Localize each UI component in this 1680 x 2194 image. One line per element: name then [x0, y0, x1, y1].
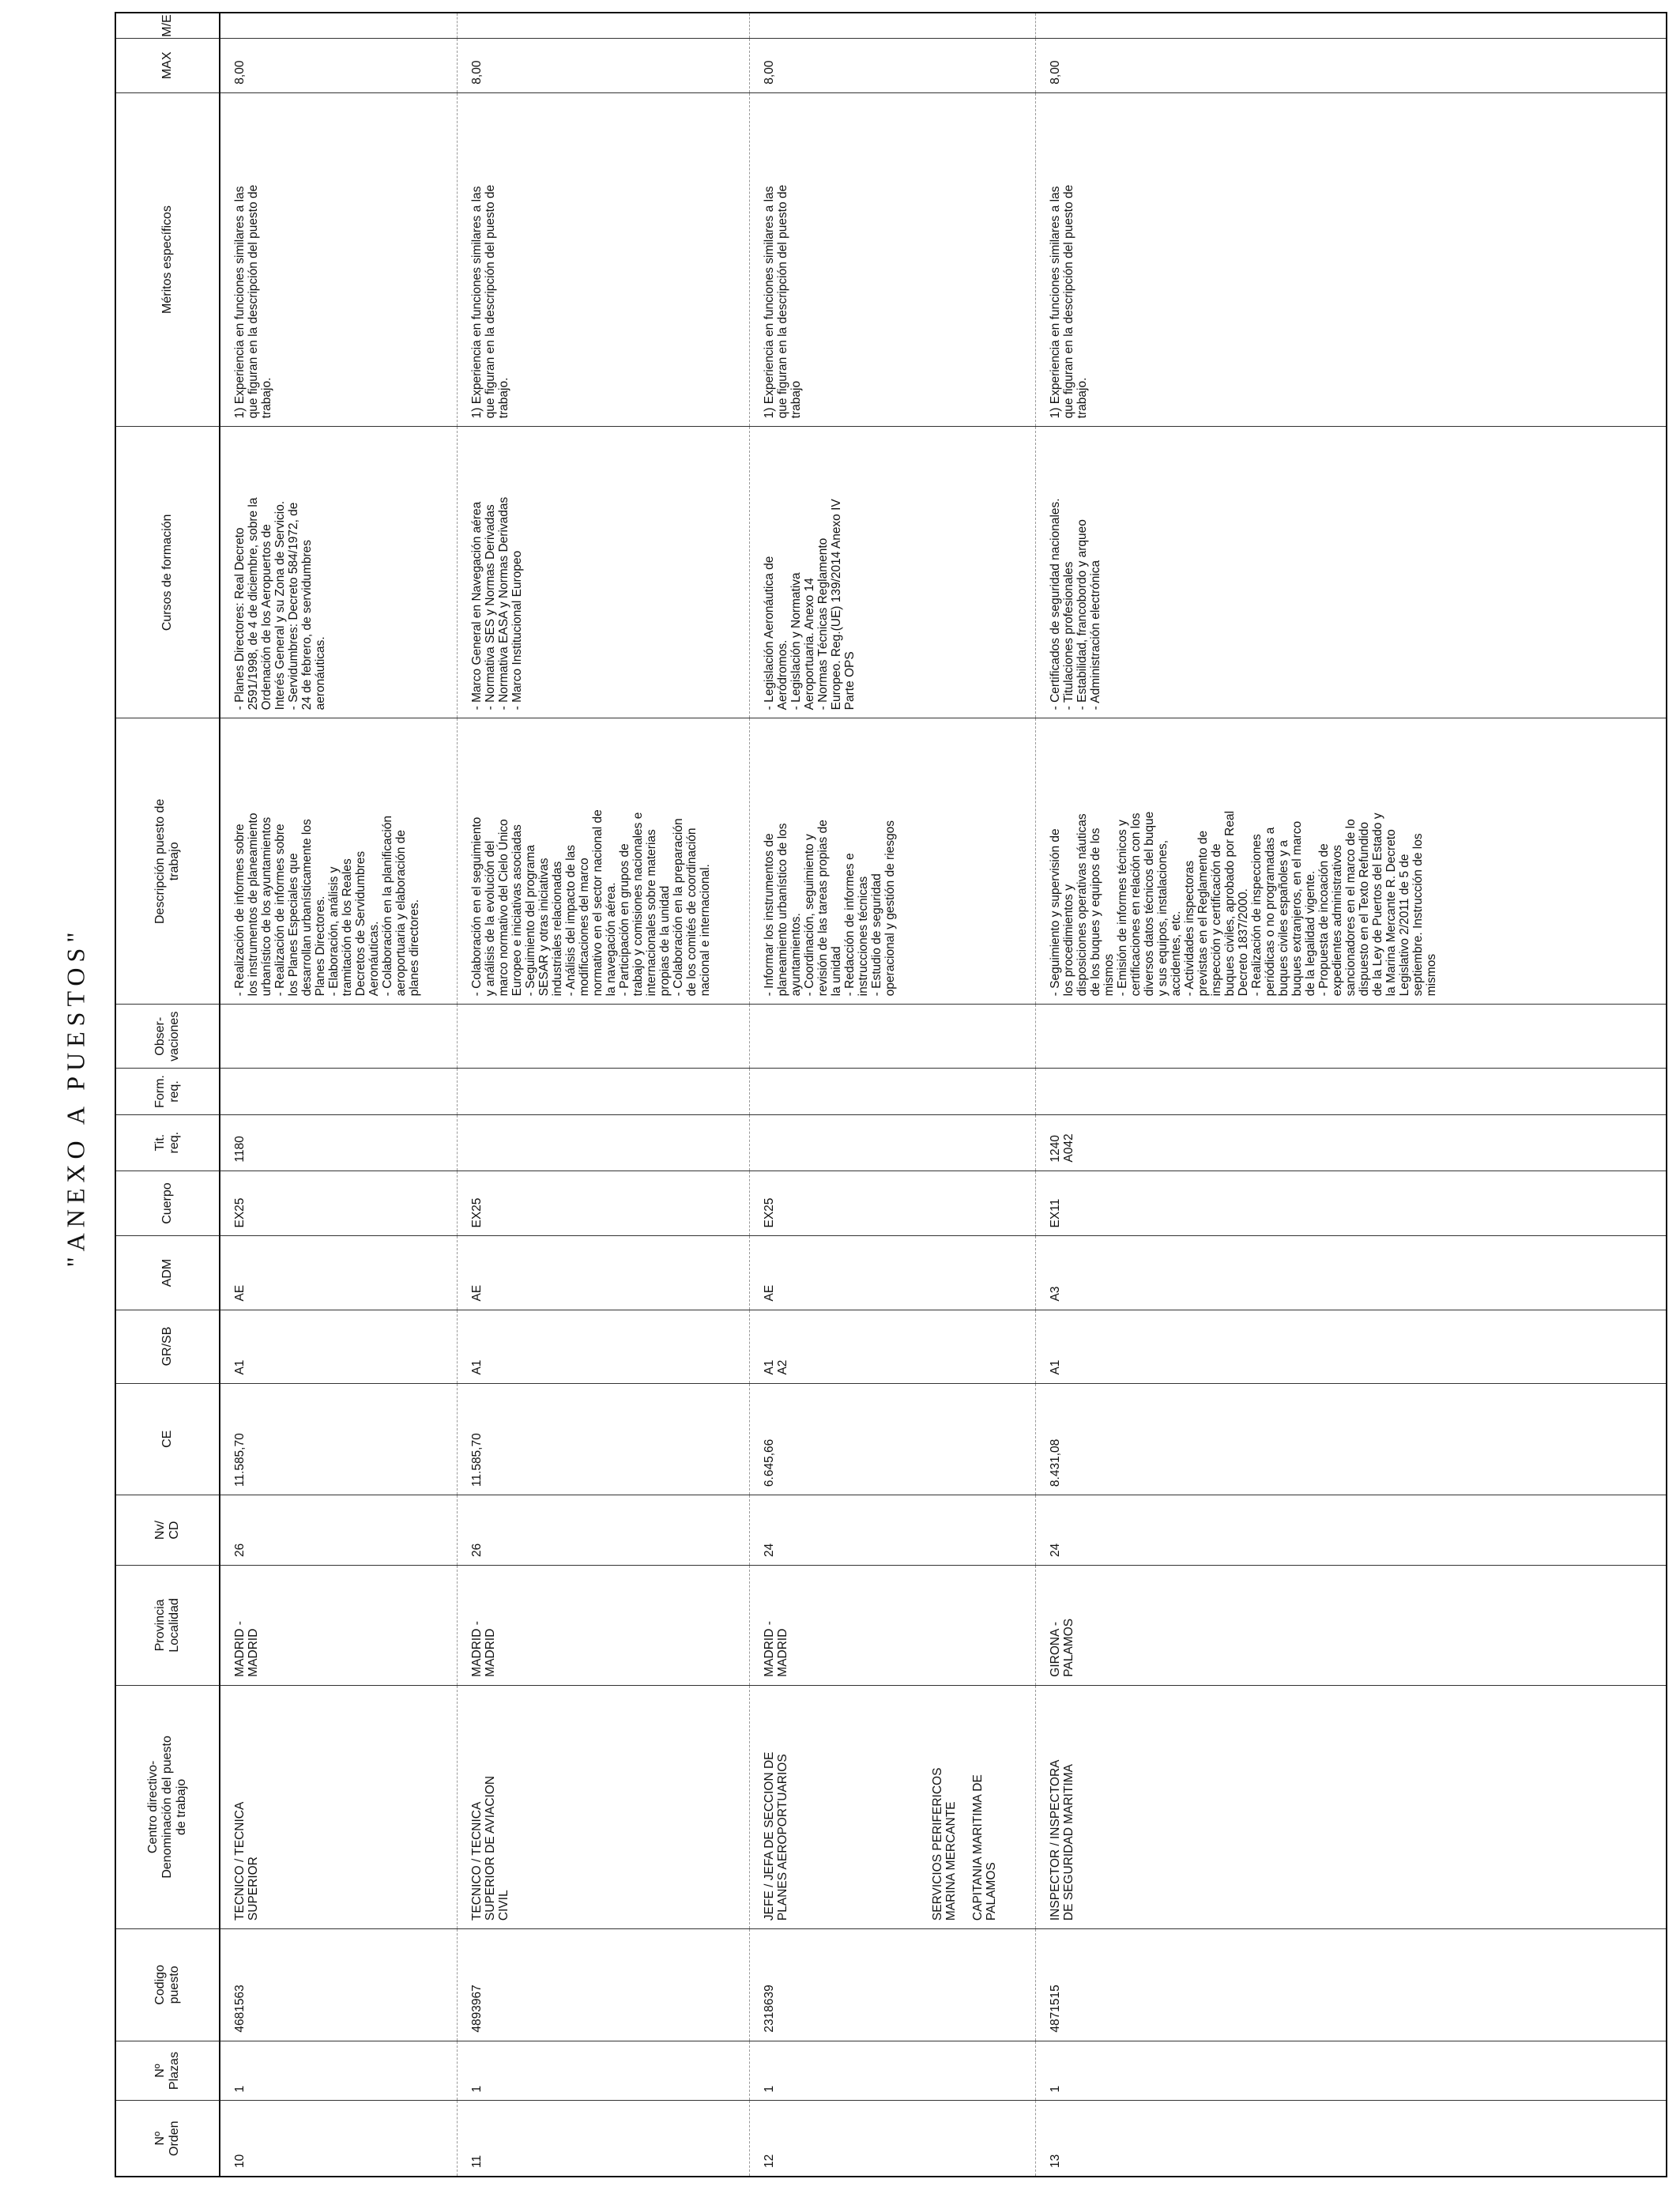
cell-cursos: [1035, 427, 1667, 718]
cell-me-text: [220, 13, 236, 38]
cell-tit-text: 1180: [233, 1136, 247, 1163]
cell-max: [220, 38, 457, 92]
cell-centro: [220, 1685, 457, 1928]
header-cursos-label: Cursos de formación: [160, 514, 174, 631]
cell-tit: [220, 1114, 457, 1171]
cell-meritos: [1035, 92, 1667, 427]
cell-me-text: [750, 13, 766, 38]
cell-meritos-text: 1) Experiencia en funciones similares a las que figuran en la descripción del puesto de trabajo.: [233, 184, 273, 419]
section-subheading: SERVICIOS PERIFERICOS MARINA MERCANTE CAPITANIA MARITIMA DE PALAMOS: [930, 1767, 998, 1921]
header-form: [115, 1069, 220, 1115]
cell-max-text: 8,00: [762, 60, 776, 85]
cell-obs: [457, 1005, 749, 1069]
cell-adm: [749, 1236, 1035, 1310]
cell-cursos-text: - Marco General en Navegación aérea - Normativa SES y Normas Derivadas - Normativa EASA y Normas Derivadas - Marco Institucional Europeo: [469, 496, 524, 711]
cell-me: [749, 13, 1035, 38]
cell-max-text: 8,00: [1048, 60, 1062, 85]
cell-me: [220, 13, 457, 38]
cell-meritos: [457, 92, 749, 427]
cell-ce: [220, 1383, 457, 1495]
cell-cursos-text: - Legislación Aeronáutica de Aeródromos. - Legislación y Normativa Aeroportuaria. Anexo 14 - Normas Técnicas Reglamento Europeo. Reg.(UE) 139/2014 Anexo IV Parte OPS: [762, 499, 857, 711]
cell-gr-text: A1: [1048, 1359, 1062, 1375]
cell-desc-text: - Colaboración en el seguimiento y análisis de la evolución del marco normativo del Cielo Único Europeo e iniciativas asociadas - Seguimiento del programa SESAR y otras iniciativas industriales relacionadas - Análisis del impacto de las modificaciones del marco normativo en el sector nacional de la navegación aérea. - Participación en grupos de trabajo y comisiones nacionales e internacionales sobre materias propias de la unidad - Colaboración en la preparación de los comités de coordinación nacional e internacional.: [469, 809, 712, 997]
cell-desc: [1035, 718, 1667, 1005]
cell-plazas-text: 1: [1048, 2085, 1062, 2093]
cell-gr: [1035, 1310, 1667, 1383]
header-cuerpo: [115, 1171, 220, 1236]
cell-tit-text: 1240 A042: [1048, 1133, 1075, 1163]
header-codigo-label: Codigo puesto: [153, 1965, 181, 2005]
cell-meritos: [220, 92, 457, 427]
cell-plazas: [457, 2041, 749, 2101]
cell-nv-text: 26: [233, 1543, 247, 1558]
cell-adm-text: A3: [1048, 1286, 1062, 1302]
cell-orden: [1035, 2101, 1667, 2177]
header-adm-label: ADM: [160, 1258, 174, 1287]
header-cuerpo-label: Cuerpo: [160, 1182, 174, 1224]
cell-form-text: [458, 1069, 473, 1114]
header-meritos: [115, 92, 220, 427]
cell-obs-text: [750, 1005, 766, 1068]
cell-gr: [220, 1310, 457, 1383]
cell-meritos-text: 1) Experiencia en funciones similares a las que figuran en la descripción del puesto de trabajo.: [1048, 184, 1089, 419]
header-ce: [115, 1383, 220, 1495]
header-max: [115, 38, 220, 92]
cell-tit-text: [458, 1115, 473, 1171]
header-orden-label: Nº Orden: [153, 2120, 181, 2156]
cell-nv: [457, 1495, 749, 1566]
header-provincia: [115, 1566, 220, 1686]
cell-codigo-text: 4893967: [469, 1985, 484, 2033]
cell-codigo: [1035, 1929, 1667, 2041]
cell-obs: [220, 1005, 457, 1069]
cell-desc-text: - Realización de informes sobre los instrumentos de planeamiento urbanístico de los ayuntamientos - Realización de informes sobre los Planes Especiales que desarrollan urbanísticamente los Planes Directores. - Elaboración, análisis y tramitación de los Reales Decretos de Servidumbres Aeronáuticas. - Colaboración en la planificación aeroportuaria y elaboración de planes directores.: [233, 812, 421, 997]
cell-max: [1035, 38, 1667, 92]
cell-codigo: [457, 1929, 749, 2041]
cell-gr-text: A1 A2: [762, 1359, 789, 1375]
cell-tit: [749, 1114, 1035, 1171]
header-centro-label: Centro directivo- Denominación del puesto de trabajo: [146, 1736, 188, 1879]
header-plazas-label: Nº Plazas: [153, 2052, 181, 2090]
cell-form-text: [750, 1069, 766, 1114]
cell-codigo-text: 2318639: [762, 1985, 776, 2033]
header-tit-label: Tit. req.: [153, 1131, 181, 1154]
cell-nv: [1035, 1495, 1667, 1566]
table-row: [457, 13, 749, 2177]
cell-plazas-text: 1: [469, 2085, 484, 2093]
cell-cuerpo: [457, 1171, 749, 1236]
header-obs: [115, 1005, 220, 1069]
header-adm: [115, 1236, 220, 1310]
cell-cursos: [749, 427, 1035, 718]
cell-centro-text: JEFE / JEFA DE SECCION DE PLANES AEROPORTUARIOS: [762, 1751, 789, 1921]
cell-me-text: [458, 13, 473, 38]
header-orden: [115, 2101, 220, 2177]
header-form-label: Form. req.: [153, 1075, 181, 1108]
header-tit: [115, 1114, 220, 1171]
cell-ce-text: 6.645,66: [762, 1438, 776, 1487]
cell-ce-text: 8.431,08: [1048, 1438, 1062, 1487]
cell-codigo: [749, 1929, 1035, 2041]
cell-desc-text: - Seguimiento y supervisión de los procedimientos y disposiciones operativas náuticas de los buques y equipos de los mismos - Emisión de informes técnicos y certificaciones en relación con los diversos datos técnicos del buque y sus equipos, instalaciones, accidentes, etc. - Actividades inspectoras previstas en el Reglamento de inspección y certificación de buques civiles, aprobado por Real Decreto 1837/2000. - Realización de inspecciones periódicas o no programadas a buques civiles españoles y a buques extranjeros, en el marco de la legalidad vigente. - Propuesta de incoación de expedientes administrativos sancionadores en el marco de lo dispuesto en el Texto Refundido de la Ley de Puertos del Estado y la Marina Mercante R. Decreto Legislativo 2/2011 de 5 de septiembre. Instrucción de los mismos: [1048, 810, 1438, 997]
cell-orden: [749, 2101, 1035, 2177]
header-meritos-label: Méritos específicos: [160, 205, 174, 314]
cell-provincia-text: GIRONA - PALAMOS: [1048, 1618, 1075, 1677]
cell-provincia: [749, 1566, 1035, 1686]
cell-cuerpo: [1035, 1171, 1667, 1236]
cell-plazas: [749, 2041, 1035, 2101]
cell-cursos-text: - Certificados de seguridad nacionales. - Titulaciones profesionales - Estabilidad, francobordo y arqueo - Administración electrónica: [1048, 498, 1102, 711]
cell-orden: [220, 2101, 457, 2177]
cell-provincia: [457, 1566, 749, 1686]
cell-desc-text: - Informar los instrumentos de planeamiento urbanístico de los ayuntamientos. - Coordinación, seguimiento y revisión de las tareas propias de la unidad - Redacción de informes e instrucciones técnicas - Estudio de seguridad operacional y gestión de riesgos: [762, 820, 897, 997]
header-me-label: M/E: [160, 14, 174, 37]
cell-max: [749, 38, 1035, 92]
cell-centro-text: TECNICO / TECNICA SUPERIOR: [233, 1801, 260, 1921]
cell-cuerpo-text: EX25: [233, 1197, 247, 1228]
cell-form-text: [220, 1069, 236, 1114]
header-gr: [115, 1310, 220, 1383]
cell-nv-text: 24: [762, 1543, 776, 1558]
cell-orden-text: 10: [233, 2154, 247, 2168]
table-row: [220, 13, 457, 2177]
cell-obs: [1035, 1005, 1667, 1069]
cell-obs-text: [1036, 1005, 1052, 1068]
cell-ce-text: 11.585,70: [469, 1433, 484, 1487]
cell-adm: [457, 1236, 749, 1310]
header-nv: [115, 1495, 220, 1566]
header-desc-label: Descripción puesto de trabajo: [153, 798, 181, 924]
cell-provincia-text: MADRID - MADRID: [233, 1621, 260, 1677]
cell-max-text: 8,00: [233, 60, 247, 85]
cell-desc: [220, 718, 457, 1005]
cell-codigo-text: 4681563: [233, 1985, 247, 2033]
header-me: [115, 13, 220, 38]
cell-orden-text: 11: [469, 2154, 484, 2168]
header-desc: [115, 718, 220, 1005]
cell-gr: [457, 1310, 749, 1383]
cell-cursos: [220, 427, 457, 718]
cell-adm-text: AE: [469, 1284, 484, 1302]
header-max-label: MAX: [160, 51, 174, 80]
cell-me: [457, 13, 749, 38]
cell-form: [457, 1069, 749, 1115]
cell-desc: [749, 718, 1035, 1005]
cell-max: [457, 38, 749, 92]
cell-cuerpo-text: EX11: [1048, 1198, 1062, 1228]
cell-nv: [220, 1495, 457, 1566]
cell-provincia: [220, 1566, 457, 1686]
header-nv-label: Nv/ CD: [153, 1521, 181, 1540]
cell-plazas: [1035, 2041, 1667, 2101]
cell-adm: [220, 1236, 457, 1310]
document-title-text: "ANEXO A PUESTOS": [61, 926, 90, 1268]
cell-centro: [457, 1685, 749, 1928]
header-plazas: [115, 2041, 220, 2101]
cell-desc: [457, 718, 749, 1005]
positions-table: [115, 12, 1667, 2177]
cell-plazas: [220, 2041, 457, 2101]
header-obs-label: Obser- vaciones: [153, 1011, 181, 1061]
cell-me: [1035, 13, 1667, 38]
cell-nv-text: 24: [1048, 1543, 1062, 1558]
cell-meritos: [749, 92, 1035, 427]
cell-me-text: [1036, 13, 1052, 38]
table-header-row: [115, 13, 220, 2177]
cell-obs: [749, 1005, 1035, 1069]
cell-ce: [749, 1383, 1035, 1495]
cell-plazas-text: 1: [233, 2085, 247, 2093]
cell-ce-text: 11.585,70: [233, 1433, 247, 1487]
cell-tit: [457, 1114, 749, 1171]
cell-tit-text: [750, 1115, 766, 1171]
cell-adm: [1035, 1236, 1667, 1310]
cell-gr-text: A1: [233, 1359, 247, 1375]
cell-form: [220, 1069, 457, 1115]
cell-centro: [749, 1685, 1035, 1928]
cell-plazas-text: 1: [762, 2085, 776, 2093]
cell-provincia: [1035, 1566, 1667, 1686]
cell-codigo: [220, 1929, 457, 2041]
header-centro: [115, 1685, 220, 1928]
header-cursos: [115, 427, 220, 718]
cell-adm-text: AE: [233, 1284, 247, 1302]
header-codigo: [115, 1929, 220, 2041]
table-row: [749, 13, 1035, 2177]
table-row: [1035, 13, 1667, 2177]
cell-centro-text: TECNICO / TECNICA SUPERIOR DE AVIACION CIVIL: [469, 1775, 510, 1921]
header-ce-label: CE: [160, 1430, 174, 1448]
cell-centro-text: INSPECTOR / INSPECTORA DE SEGURIDAD MARITIMA: [1048, 1759, 1075, 1921]
cell-cuerpo-text: EX25: [762, 1197, 776, 1228]
cell-meritos-text: 1) Experiencia en funciones similares a las que figuran en la descripción del puesto de trabajo.: [469, 184, 510, 419]
cell-meritos-text: 1) Experiencia en funciones similares a las que figuran en la descripción del puesto de trabajo: [762, 184, 803, 419]
cell-max-text: 8,00: [469, 60, 484, 85]
cell-orden-text: 12: [762, 2154, 776, 2168]
cell-cursos-text: - Planes Directores: Real Decreto 2591/1998, de 4 de diciembre, sobre la Ordenación de los Aeropuertos de Interés General y su Zona de Servicio. - Servidumbres: Decreto 584/1972, de 24 de febrero, de servidumbres aeronáuticas.: [233, 497, 327, 711]
cell-cuerpo-text: EX25: [469, 1197, 484, 1228]
cell-cuerpo: [749, 1171, 1035, 1236]
cell-orden-text: 13: [1048, 2154, 1062, 2168]
cell-provincia-text: MADRID - MADRID: [469, 1621, 497, 1677]
cell-centro: [1035, 1685, 1667, 1928]
cell-orden: [457, 2101, 749, 2177]
cell-codigo-text: 4871515: [1048, 1985, 1062, 2033]
cell-cuerpo: [220, 1171, 457, 1236]
header-gr-label: GR/SB: [160, 1326, 174, 1367]
cell-ce: [457, 1383, 749, 1495]
cell-obs-text: [220, 1005, 236, 1068]
cell-ce: [1035, 1383, 1667, 1495]
cell-form-text: [1036, 1069, 1052, 1114]
cell-form: [749, 1069, 1035, 1115]
header-provincia-label: Provincia Localidad: [153, 1598, 181, 1653]
cell-tit: [1035, 1114, 1667, 1171]
cell-gr-text: A1: [469, 1359, 484, 1375]
cell-gr: [749, 1310, 1035, 1383]
cell-provincia-text: MADRID - MADRID: [762, 1621, 789, 1677]
cell-obs-text: [458, 1005, 473, 1068]
cell-cursos: [457, 427, 749, 718]
cell-nv: [749, 1495, 1035, 1566]
cell-nv-text: 26: [469, 1543, 484, 1558]
rotated-table-wrapper: [115, 12, 1667, 2177]
cell-adm-text: AE: [762, 1284, 776, 1302]
cell-form: [1035, 1069, 1667, 1115]
